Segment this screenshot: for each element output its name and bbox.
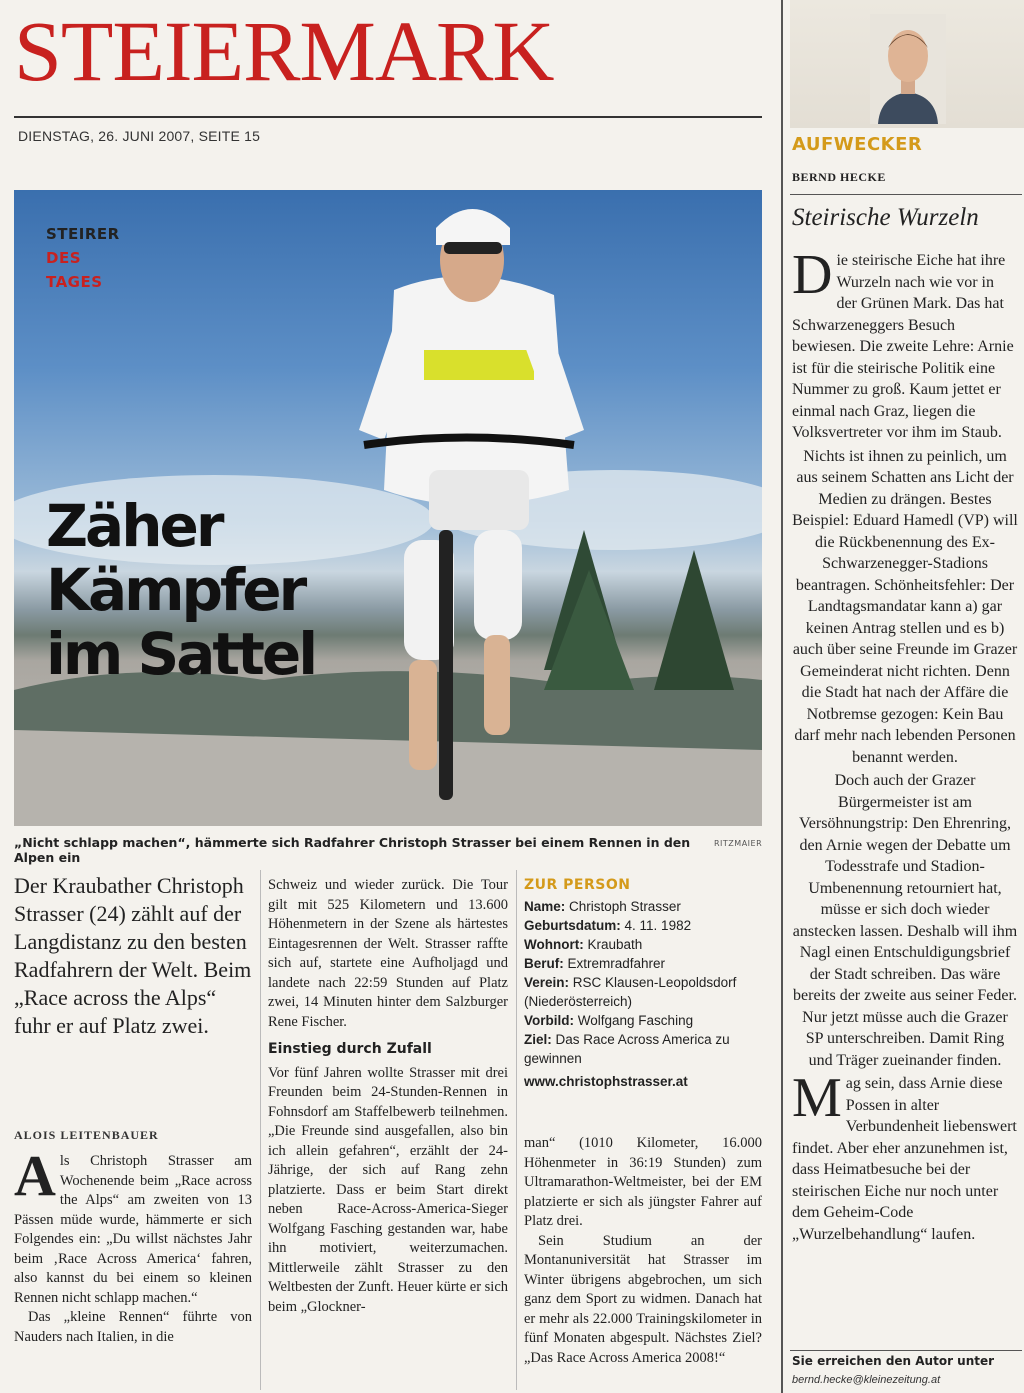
lead-paragraph: Der Kraubather Christoph Strasser (24) zählt auf der Langdistanz zu den besten Radfahrern der Welt. Beim „Race across the Alps“ fuhr er auf Platz zwei.: [14, 873, 252, 1038]
drop-cap: D: [792, 244, 833, 306]
article-column-1: [14, 1143, 252, 1347]
drop-cap: A: [14, 1143, 56, 1208]
person-label: Geburtsdatum:: [524, 918, 621, 933]
person-website-link[interactable]: www.christophstrasser.at: [524, 1074, 688, 1089]
column-paragraph: Doch auch der Grazer Bürgermeister ist am Versöhnungstrip: Den Ehrenring, den Arnie wegen der Debatte um Todesstrafe und Stadion-Umbenennung retourniert hat, müsse er sich doch wieder anstecken lassen. Deshalb will ihm Nagl einen Entschuldigungsbrief der Stadt schreiben. Das wäre bereits der zweite aus seiner Feder. Nur jetzt müsse auch die Grazer SP unterschreiben. Damit Ring und Träger zueinander finden.: [792, 772, 1018, 1069]
kicker-line-3: TAGES: [46, 273, 103, 291]
headline-line-2: Kämpfer: [46, 556, 305, 624]
person-row: [524, 1030, 760, 1068]
column-text: ag sein, dass Arnie diese Possen in alter Verbundenheit liebenswert findet. Aber eher anzunehmen ist, dass Heimatbesuche bei der steirischen Eiche nur noch unter dem Geheim-Code „Wurzelbehandlung“ laufen.: [792, 1075, 1017, 1243]
person-row: [524, 1011, 760, 1030]
article-paragraph: Vor fünf Jahren wollte Strasser mit drei Freunden beim 24-Stunden-Rennen in Fohnsdorf am Staffelbewerb teilnehmen. „Die Freunde sind ausgefallen, also bin ich allein gefahren“, erzählt der 24-Jährige, der sich auf Rang zehn platzierte. Dass er beim Start direkt neben Race-Across-America-Sieger Wolfgang Fasching gestanden war, habe ihn motiviert, weiterzumachen. Mittlerweile zählt Strasser zu den Weltbesten der Zunft. Heuer kürte er sich beim „Glockner-: [268, 1064, 509, 1315]
person-value: 4. 11. 1982: [624, 918, 692, 933]
person-value: Extremradfahrer: [567, 956, 666, 971]
headline-line-3: im Sattel: [46, 620, 316, 688]
person-row: [524, 916, 760, 935]
article-column-3: [524, 1134, 762, 1368]
column-separator: [781, 0, 783, 1393]
person-row: [524, 954, 760, 973]
masthead: STEIERMARK: [14, 3, 554, 99]
kicker-line-2: DES: [46, 249, 82, 267]
person-label: Wohnort:: [524, 937, 584, 952]
byline: ALOIS LEITENBAUER: [14, 1128, 159, 1142]
column-divider: [260, 870, 261, 1390]
column-divider: [516, 870, 517, 1390]
person-value: Wolfgang Fasching: [577, 1013, 694, 1028]
person-row: [524, 935, 760, 954]
masthead-rule: [14, 116, 762, 118]
column-rule: [790, 194, 1022, 195]
person-row: [524, 973, 760, 1011]
column-body: [792, 244, 1018, 1245]
column-author: BERND HECKE: [792, 170, 886, 184]
person-info-box: [524, 876, 760, 1091]
article-text: ls Christoph Strasser am Wochenende beim „Race across the Alps“ am zweiten von 13 Pässen müde wurde, hämmerte er sich Folgendes ein: „Du willst nächstes Jahr beim ‚Race Across America‘ fahren, also kannst du bei einem so kleinen Rennen nicht schlapp machen.“: [14, 1153, 252, 1306]
person-label: Ziel:: [524, 1032, 552, 1047]
author-email-link[interactable]: bernd.hecke@kleinezeitung.at: [792, 1374, 941, 1386]
person-label: Beruf:: [524, 956, 564, 971]
column-text: ie steirische Eiche hat ihre Wurzeln nach wie vor in der Grünen Mark. Das hat Schwarzeneggers Besuch bewiesen. Die zweite Lehre: Arnie ist für die steirische Politik eine Nummer zu groß. Kaum jettet er einmal nach Graz, liegen die Volksvertreter vor ihm im Staub.: [792, 252, 1014, 441]
person-label: Verein:: [524, 975, 570, 990]
drop-cap: M: [792, 1067, 842, 1129]
kicker: [46, 222, 120, 294]
headline: [46, 494, 315, 686]
article-subhead: Einstieg durch Zufall: [268, 1041, 432, 1057]
column-label: AUFWECKER: [792, 134, 923, 155]
person-value: Kraubath: [587, 937, 643, 952]
author-portrait: [870, 14, 946, 124]
article-paragraph: man“ (1010 Kilometer, 16.000 Höhenmeter in 36:19 Stunden) zum Ultramarathon-Weltmeister, bei der EM platzierte er sich als jüngster Fahrer auf Platz drei.: [524, 1135, 762, 1229]
article-paragraph: [14, 1143, 252, 1308]
contact-label: Sie erreichen den Autor unter: [792, 1354, 995, 1368]
bleed-through-texture: [350, 98, 760, 188]
person-value: Das Race Across America zu gewinnen: [524, 1032, 730, 1066]
kicker-line-1: STEIRER: [46, 225, 120, 243]
article-paragraph: Schweiz und wieder zurück. Die Tour gilt mit 525 Kilometern und 13.600 Höhenmetern in der Szene als härtestes Eintagesrennen der Welt. Strasser raffte sich auf, startete eine Aufholjagd und landete nach 22:59 Stunden auf Platz zwei, 14 Minuten hinter dem Salzburger Rene Fischer.: [268, 877, 508, 1030]
article-paragraph: Das „kleine Rennen“ führte von Nauders nach Italien, in die: [14, 1309, 252, 1345]
dateline: DIENSTAG, 26. JUNI 2007, SEITE 15: [18, 128, 261, 144]
column-paragraph: [792, 244, 1018, 444]
person-row: [524, 897, 760, 916]
photo-caption: „Nicht schlapp machen“, hämmerte sich Radfahrer Christoph Strasser bei einem Rennen in den Alpen ein: [14, 835, 691, 865]
photo-credit: RITZMAIER: [714, 839, 763, 848]
person-value: Christoph Strasser: [569, 899, 681, 914]
column-title: Steirische Wurzeln: [792, 204, 979, 231]
person-label: Name:: [524, 899, 566, 914]
column-paragraph: [792, 1067, 1018, 1245]
column-paragraph: Nichts ist ihnen zu peinlich, um aus seinem Schatten ans Licht der Medien zu drängen. Bestes Beispiel: Eduard Hamedl (VP) will die Rückbenennung des Ex-Schwarzenegger-Stadions beantragen. Schönheitsfehler: Der Landtagsmandatar kann a) gar keinen Antrag stellen und es b) auch über seine Freunde im Grazer Gemeinderat nicht richten. Denn die Stadt hat nach der Affäre die Notbremse gezogen: Kein Bau darf mehr nach lebenden Personen benannt werden.: [792, 447, 1018, 766]
column-footer-rule: [790, 1350, 1022, 1351]
person-value: RSC Klausen-Leopoldsdorf (Niederösterreich): [524, 975, 737, 1009]
person-label: Vorbild:: [524, 1013, 574, 1028]
article-column-2: [268, 876, 508, 1317]
headline-line-1: Zäher: [46, 492, 222, 560]
article-paragraph: Sein Studium an der Montanuniversität hat Strasser im Winter übrigens abgebrochen, um sich ganz dem Sport zu widmen. Danach hat er mehr als 22.000 Trainingskilometer in fünf Monaten abgespult. Nächstes Ziel? „Das Race Across America 2008!“: [524, 1232, 762, 1366]
person-box-title: ZUR PERSON: [524, 877, 631, 893]
